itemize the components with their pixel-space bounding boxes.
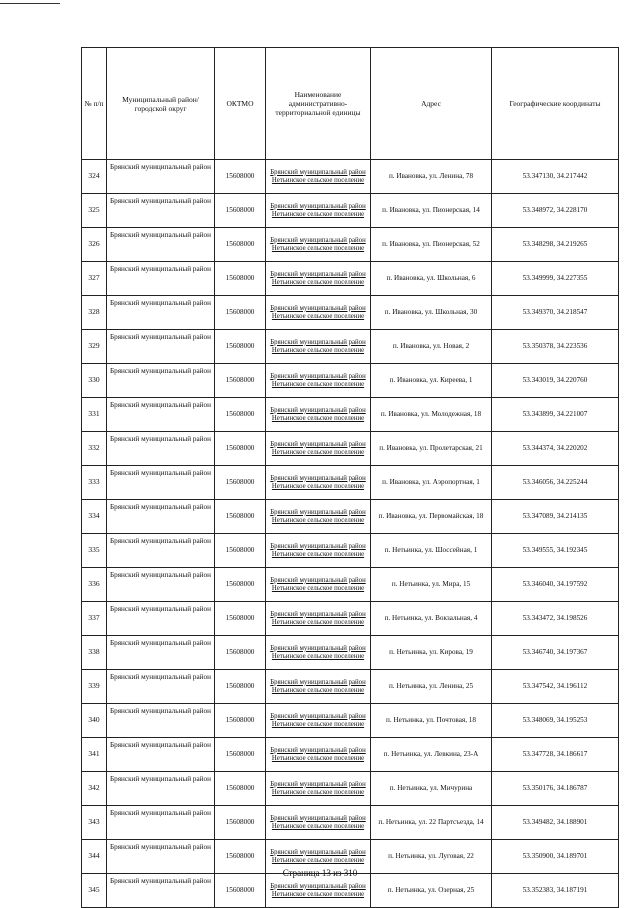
registry-table bbox=[81, 47, 619, 908]
cell-num: 332 bbox=[82, 432, 107, 466]
cell-coordinates: 53.350378, 34.223536 bbox=[492, 330, 619, 364]
cell-num: 340 bbox=[82, 704, 107, 738]
table-row bbox=[82, 636, 619, 670]
table-row bbox=[82, 874, 619, 908]
admin-unit-text: Брянский муниципальный район Нетьинское сельское поселение bbox=[270, 780, 366, 796]
cell-num: 344 bbox=[82, 840, 107, 874]
table-row bbox=[82, 466, 619, 500]
cell-num: 336 bbox=[82, 568, 107, 602]
cell-coordinates: 53.343019, 34.220760 bbox=[492, 364, 619, 398]
cell-address: п. Нетьинка, ул. Кирова, 19 bbox=[371, 636, 492, 670]
cell-coordinates: 53.349370, 34.218547 bbox=[492, 296, 619, 330]
cell-admin-unit bbox=[266, 296, 371, 330]
cell-admin-unit bbox=[266, 738, 371, 772]
cell-address: п. Нетьинка, ул. Луговая, 22 bbox=[371, 840, 492, 874]
cell-municipality: Брянский муниципальный район bbox=[107, 602, 215, 636]
page-number: Страница 13 из 310 bbox=[282, 868, 358, 878]
table-row bbox=[82, 568, 619, 602]
admin-unit-text: Брянский муниципальный район Нетьинское сельское поселение bbox=[270, 746, 366, 762]
cell-municipality: Брянский муниципальный район bbox=[107, 772, 215, 806]
admin-unit-text: Брянский муниципальный район Нетьинское сельское поселение bbox=[270, 270, 366, 286]
cell-num: 335 bbox=[82, 534, 107, 568]
cell-admin-unit bbox=[266, 432, 371, 466]
cell-coordinates: 53.347089, 34.214135 bbox=[492, 500, 619, 534]
cell-oktmo: 15608000 bbox=[215, 534, 266, 568]
cell-num: 325 bbox=[82, 194, 107, 228]
cell-oktmo: 15608000 bbox=[215, 500, 266, 534]
admin-unit-text: Брянский муниципальный район Нетьинское сельское поселение bbox=[270, 168, 366, 184]
table-row bbox=[82, 262, 619, 296]
table-row bbox=[82, 194, 619, 228]
cell-coordinates: 53.346056, 34.225244 bbox=[492, 466, 619, 500]
cell-admin-unit bbox=[266, 636, 371, 670]
cell-oktmo: 15608000 bbox=[215, 704, 266, 738]
cell-coordinates: 53.349555, 34.192345 bbox=[492, 534, 619, 568]
cell-num: 334 bbox=[82, 500, 107, 534]
cell-address: п. Ивановка, ул. Молодежная, 18 bbox=[371, 398, 492, 432]
cell-municipality: Брянский муниципальный район bbox=[107, 670, 215, 704]
admin-unit-text: Брянский муниципальный район Нетьинское сельское поселение bbox=[270, 814, 366, 830]
cell-oktmo: 15608000 bbox=[215, 432, 266, 466]
cell-address: п. Нетьинка, ул. Ленина, 25 bbox=[371, 670, 492, 704]
table-row bbox=[82, 738, 619, 772]
table-row bbox=[82, 806, 619, 840]
header-num: № п/п bbox=[82, 48, 107, 160]
cell-num: 327 bbox=[82, 262, 107, 296]
cell-num: 328 bbox=[82, 296, 107, 330]
cell-municipality: Брянский муниципальный район bbox=[107, 568, 215, 602]
cell-admin-unit bbox=[266, 806, 371, 840]
cell-oktmo: 15608000 bbox=[215, 840, 266, 874]
cell-num: 331 bbox=[82, 398, 107, 432]
table-row bbox=[82, 534, 619, 568]
admin-unit-text: Брянский муниципальный район Нетьинское сельское поселение bbox=[270, 304, 366, 320]
cell-coordinates: 53.347542, 34.196112 bbox=[492, 670, 619, 704]
cell-admin-unit bbox=[266, 194, 371, 228]
cell-oktmo: 15608000 bbox=[215, 602, 266, 636]
table-row bbox=[82, 160, 619, 194]
table-header-row bbox=[82, 48, 619, 160]
table-body bbox=[82, 160, 619, 908]
table-row bbox=[82, 772, 619, 806]
cell-address: п. Нетьинка, ул. Мира, 15 bbox=[371, 568, 492, 602]
admin-unit-text: Брянский муниципальный район Нетьинское сельское поселение bbox=[270, 372, 366, 388]
scan-edge-line bbox=[0, 3, 60, 4]
cell-municipality: Брянский муниципальный район bbox=[107, 160, 215, 194]
header-municipality: Муниципальный район/городской округ bbox=[107, 48, 215, 160]
cell-oktmo: 15608000 bbox=[215, 228, 266, 262]
cell-address: п. Ивановка, ул. Пионерская, 52 bbox=[371, 228, 492, 262]
cell-municipality: Брянский муниципальный район bbox=[107, 466, 215, 500]
cell-num: 338 bbox=[82, 636, 107, 670]
cell-coordinates: 53.350176, 34.186787 bbox=[492, 772, 619, 806]
document-table-container bbox=[81, 47, 618, 908]
cell-coordinates: 53.349482, 34.188901 bbox=[492, 806, 619, 840]
cell-address: п. Нетьинка, ул. Озерная, 25 bbox=[371, 874, 492, 908]
cell-municipality: Брянский муниципальный район bbox=[107, 330, 215, 364]
header-address: Адрес bbox=[371, 48, 492, 160]
cell-admin-unit bbox=[266, 772, 371, 806]
cell-oktmo: 15608000 bbox=[215, 398, 266, 432]
cell-admin-unit bbox=[266, 534, 371, 568]
table-row bbox=[82, 296, 619, 330]
cell-oktmo: 15608000 bbox=[215, 738, 266, 772]
cell-coordinates: 53.346740, 34.197367 bbox=[492, 636, 619, 670]
cell-oktmo: 15608000 bbox=[215, 466, 266, 500]
cell-num: 326 bbox=[82, 228, 107, 262]
admin-unit-text: Брянский муниципальный район Нетьинское сельское поселение bbox=[270, 610, 366, 626]
cell-address: п. Нетьинка, ул. Мичурина bbox=[371, 772, 492, 806]
cell-num: 342 bbox=[82, 772, 107, 806]
table-row bbox=[82, 602, 619, 636]
cell-address: п. Нетьинка, ул. Почтовая, 18 bbox=[371, 704, 492, 738]
header-admin-unit: Наименование административно-территориальной единицы bbox=[266, 48, 371, 160]
cell-oktmo: 15608000 bbox=[215, 160, 266, 194]
cell-num: 333 bbox=[82, 466, 107, 500]
cell-admin-unit bbox=[266, 398, 371, 432]
admin-unit-text: Брянский муниципальный район Нетьинское сельское поселение bbox=[270, 202, 366, 218]
cell-num: 345 bbox=[82, 874, 107, 908]
cell-municipality: Брянский муниципальный район bbox=[107, 738, 215, 772]
cell-oktmo: 15608000 bbox=[215, 568, 266, 602]
cell-admin-unit bbox=[266, 364, 371, 398]
admin-unit-text: Брянский муниципальный район Нетьинское сельское поселение bbox=[270, 712, 366, 728]
cell-oktmo: 15608000 bbox=[215, 262, 266, 296]
cell-coordinates: 53.347130, 34.217442 bbox=[492, 160, 619, 194]
table-row bbox=[82, 330, 619, 364]
cell-coordinates: 53.344374, 34.220202 bbox=[492, 432, 619, 466]
cell-address: п. Нетьинка, ул. Шоссейная, 1 bbox=[371, 534, 492, 568]
admin-unit-text: Брянский муниципальный район Нетьинское сельское поселение bbox=[270, 576, 366, 592]
cell-oktmo: 15608000 bbox=[215, 364, 266, 398]
cell-coordinates: 53.348298, 34.219265 bbox=[492, 228, 619, 262]
admin-unit-text: Брянский муниципальный район Нетьинское сельское поселение bbox=[270, 508, 366, 524]
cell-num: 339 bbox=[82, 670, 107, 704]
cell-address: п. Ивановка, ул. Ленина, 78 bbox=[371, 160, 492, 194]
admin-unit-text: Брянский муниципальный район Нетьинское сельское поселение bbox=[270, 848, 366, 864]
cell-admin-unit bbox=[266, 330, 371, 364]
cell-coordinates: 53.350900, 34.189701 bbox=[492, 840, 619, 874]
cell-coordinates: 53.348069, 34.195253 bbox=[492, 704, 619, 738]
admin-unit-text: Брянский муниципальный район Нетьинское сельское поселение bbox=[270, 542, 366, 558]
table-row bbox=[82, 670, 619, 704]
cell-address: п. Ивановка, ул. Пролетарская, 21 bbox=[371, 432, 492, 466]
cell-admin-unit bbox=[266, 602, 371, 636]
cell-coordinates: 53.349999, 34.227355 bbox=[492, 262, 619, 296]
header-coordinates: Географические координаты bbox=[492, 48, 619, 160]
table-row bbox=[82, 500, 619, 534]
cell-municipality: Брянский муниципальный район bbox=[107, 704, 215, 738]
table-row bbox=[82, 364, 619, 398]
cell-coordinates: 53.343899, 34.221007 bbox=[492, 398, 619, 432]
cell-oktmo: 15608000 bbox=[215, 874, 266, 908]
admin-unit-text: Брянский муниципальный район Нетьинское сельское поселение bbox=[270, 338, 366, 354]
admin-unit-text: Брянский муниципальный район Нетьинское сельское поселение bbox=[270, 406, 366, 422]
cell-admin-unit bbox=[266, 160, 371, 194]
cell-municipality: Брянский муниципальный район bbox=[107, 874, 215, 908]
cell-municipality: Брянский муниципальный район bbox=[107, 364, 215, 398]
cell-oktmo: 15608000 bbox=[215, 194, 266, 228]
cell-oktmo: 15608000 bbox=[215, 772, 266, 806]
cell-address: п. Нетьинка, ул. Левкина, 23-А bbox=[371, 738, 492, 772]
table-row bbox=[82, 432, 619, 466]
cell-municipality: Брянский муниципальный район bbox=[107, 500, 215, 534]
cell-oktmo: 15608000 bbox=[215, 636, 266, 670]
cell-address: п. Ивановка, ул. Аэропортная, 1 bbox=[371, 466, 492, 500]
cell-num: 343 bbox=[82, 806, 107, 840]
cell-coordinates: 53.347728, 34.186617 bbox=[492, 738, 619, 772]
cell-municipality: Брянский муниципальный район bbox=[107, 534, 215, 568]
cell-admin-unit bbox=[266, 874, 371, 908]
cell-admin-unit bbox=[266, 704, 371, 738]
admin-unit-text: Брянский муниципальный район Нетьинское сельское поселение bbox=[270, 440, 366, 456]
admin-unit-text: Брянский муниципальный район Нетьинское сельское поселение bbox=[270, 474, 366, 490]
cell-admin-unit bbox=[266, 262, 371, 296]
admin-unit-text: Брянский муниципальный район Нетьинское сельское поселение bbox=[270, 644, 366, 660]
cell-admin-unit bbox=[266, 466, 371, 500]
cell-address: п. Нетьинка, ул. Вокзальная, 4 bbox=[371, 602, 492, 636]
table-row bbox=[82, 398, 619, 432]
cell-address: п. Ивановка, ул. Пионерская, 14 bbox=[371, 194, 492, 228]
cell-admin-unit bbox=[266, 568, 371, 602]
table-row bbox=[82, 704, 619, 738]
cell-address: п. Ивановка, ул. Первомайская, 18 bbox=[371, 500, 492, 534]
cell-municipality: Брянский муниципальный район bbox=[107, 262, 215, 296]
cell-oktmo: 15608000 bbox=[215, 330, 266, 364]
cell-num: 330 bbox=[82, 364, 107, 398]
cell-coordinates: 53.346040, 34.197592 bbox=[492, 568, 619, 602]
cell-oktmo: 15608000 bbox=[215, 806, 266, 840]
cell-municipality: Брянский муниципальный район bbox=[107, 636, 215, 670]
cell-municipality: Брянский муниципальный район bbox=[107, 432, 215, 466]
cell-oktmo: 15608000 bbox=[215, 296, 266, 330]
cell-num: 329 bbox=[82, 330, 107, 364]
cell-num: 341 bbox=[82, 738, 107, 772]
cell-coordinates: 53.343472, 34.198526 bbox=[492, 602, 619, 636]
cell-admin-unit bbox=[266, 500, 371, 534]
cell-coordinates: 53.352383, 34.187191 bbox=[492, 874, 619, 908]
cell-num: 324 bbox=[82, 160, 107, 194]
cell-municipality: Брянский муниципальный район bbox=[107, 296, 215, 330]
header-oktmo: ОКТМО bbox=[215, 48, 266, 160]
cell-oktmo: 15608000 bbox=[215, 670, 266, 704]
cell-admin-unit bbox=[266, 670, 371, 704]
cell-municipality: Брянский муниципальный район bbox=[107, 840, 215, 874]
cell-municipality: Брянский муниципальный район bbox=[107, 228, 215, 262]
admin-unit-text: Брянский муниципальный район Нетьинское сельское поселение bbox=[270, 882, 366, 898]
cell-coordinates: 53.348972, 34.228170 bbox=[492, 194, 619, 228]
cell-address: п. Ивановка, ул. Школьная, 30 bbox=[371, 296, 492, 330]
cell-address: п. Нетьинка, ул. 22 Партсъезда, 14 bbox=[371, 806, 492, 840]
cell-address: п. Ивановка, ул. Школьная, 6 bbox=[371, 262, 492, 296]
cell-municipality: Брянский муниципальный район bbox=[107, 806, 215, 840]
cell-address: п. Ивановка, ул. Новая, 2 bbox=[371, 330, 492, 364]
cell-admin-unit bbox=[266, 228, 371, 262]
admin-unit-text: Брянский муниципальный район Нетьинское сельское поселение bbox=[270, 678, 366, 694]
cell-municipality: Брянский муниципальный район bbox=[107, 194, 215, 228]
admin-unit-text: Брянский муниципальный район Нетьинское сельское поселение bbox=[270, 236, 366, 252]
table-row bbox=[82, 228, 619, 262]
cell-address: п. Ивановка, ул. Киреева, 1 bbox=[371, 364, 492, 398]
cell-num: 337 bbox=[82, 602, 107, 636]
cell-municipality: Брянский муниципальный район bbox=[107, 398, 215, 432]
